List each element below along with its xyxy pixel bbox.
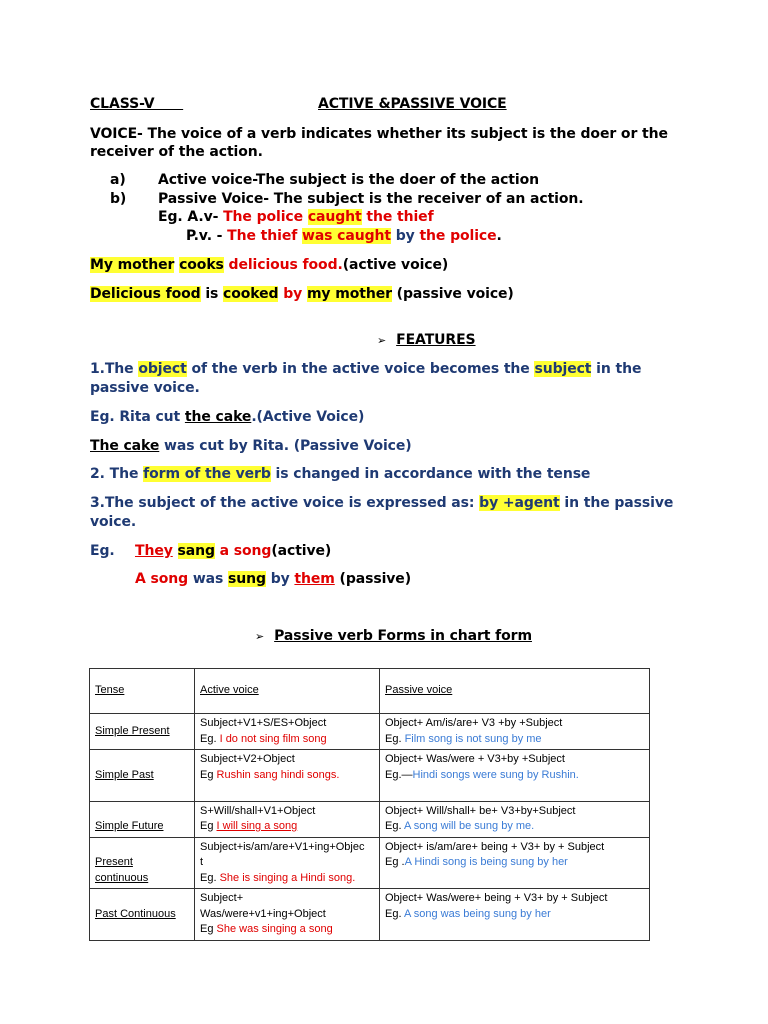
passive-cell: Object+ Will/shall+ be+ V3+by+Subject Eg. A song will be sung by me. xyxy=(380,801,650,837)
class-label: CLASS-V xyxy=(90,96,155,112)
mother-passive-example: Delicious food is cooked by my mother (passive voice) xyxy=(90,286,514,302)
active-cell: Subject+ Was/were+v1+ing+Object Eg She was singing a song xyxy=(195,889,380,941)
passive-cell: Object+ Am/is/are+ V3 +by +Subject Eg. Film song is not sung by me xyxy=(380,714,650,750)
active-cell: Subject+V2+Object Eg Rushin sang hindi songs. xyxy=(195,750,380,802)
mother-active-example: My mother cooks delicious food.(active voice) xyxy=(90,257,449,273)
table-row xyxy=(90,714,650,750)
feature-3-eg-label: Eg. xyxy=(90,543,115,559)
tense-cell: Past Continuous xyxy=(90,889,195,941)
feature-3: 3.The subject of the active voice is expressed as: by +agent in the passive xyxy=(90,495,674,511)
definition-active: a) Active voice-The subject is the doer of the action xyxy=(110,172,539,188)
example-active: Eg. A.v- The police caught the thief xyxy=(158,209,434,225)
example-passive: P.v. - The thief was caught by the police. xyxy=(186,228,502,244)
tense-cell: Present continuous xyxy=(90,837,195,889)
table-row xyxy=(90,889,650,941)
feature-1: 1.The object of the verb in the active voice becomes the subject in the xyxy=(90,361,642,377)
table-header-row xyxy=(90,669,650,714)
feature-3-eg-passive: A song was sung by them (passive) xyxy=(135,571,411,587)
column-header-active: Active voice xyxy=(195,669,380,714)
chart-heading: ➢ Passive verb Forms in chart form xyxy=(255,628,532,644)
table-row xyxy=(90,801,650,837)
table-row xyxy=(90,750,650,802)
tense-cell: Simple Present xyxy=(90,714,195,750)
feature-1-eg-passive: The cake was cut by Rita. (Passive Voice) xyxy=(90,438,412,454)
column-header-passive: Passive voice xyxy=(380,669,650,714)
features-heading: ➢ FEATURES xyxy=(377,332,476,348)
active-cell: S+Will/shall+V1+Object Eg I will sing a song xyxy=(195,801,380,837)
active-cell: Subject+V1+S/ES+Object Eg. I do not sing film song xyxy=(195,714,380,750)
passive-forms-table xyxy=(89,668,650,941)
definition-passive: b) Passive Voice- The subject is the receiver of an action. xyxy=(110,191,584,207)
page-title: ACTIVE &PASSIVE VOICE xyxy=(318,96,507,112)
tense-cell: Simple Future xyxy=(90,801,195,837)
voice-definition: VOICE- The voice of a verb indicates whether its subject is the doer or the receiver of the action. xyxy=(90,126,668,160)
table-row xyxy=(90,837,650,889)
feature-3-line2: voice. xyxy=(90,514,137,530)
passive-cell: Object+ is/am/are+ being + V3+ by + Subject Eg .A Hindi song is being sung by her xyxy=(380,837,650,889)
feature-2: 2. The form of the verb is changed in accordance with the tense xyxy=(90,466,591,482)
arrow-bullet-icon: ➢ xyxy=(377,334,387,347)
column-header-tense: Tense xyxy=(90,669,195,714)
passive-cell: Object+ Was/were + V3+by +Subject Eg.—Hindi songs were sung by Rushin. xyxy=(380,750,650,802)
feature-3-eg-active: They sang a song(active) xyxy=(135,543,332,559)
feature-1-line2: passive voice. xyxy=(90,380,200,396)
tense-cell: Simple Past xyxy=(90,750,195,802)
arrow-bullet-icon: ➢ xyxy=(255,630,265,643)
feature-1-eg-active: Eg. Rita cut the cake.(Active Voice) xyxy=(90,409,365,425)
active-cell: Subject+is/am/are+V1+ing+Objec t Eg. She is singing a Hindi song. xyxy=(195,837,380,889)
passive-cell: Object+ Was/were+ being + V3+ by + Subject Eg. A song was being sung by her xyxy=(380,889,650,941)
